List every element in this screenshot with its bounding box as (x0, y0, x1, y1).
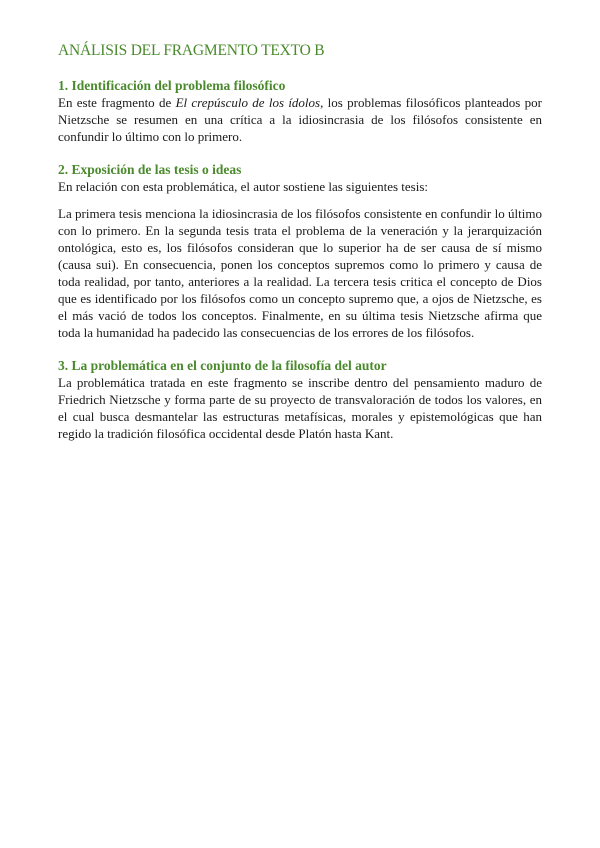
document-title: ANÁLISIS DEL FRAGMENTO TEXTO B (58, 42, 325, 59)
section-paragraph: La primera tesis menciona la idiosincrasia de los filósofos consistente en confundir lo último con lo primero. En la segunda tesis trata el problema de la veneración y la jerarquización ontológica, esto es, los filósofos consideran que lo superior ha de ser causa de sí mismo (causa sui). En consecuencia, ponen los conceptos supremos como lo primero y causa de toda realidad, por tanto, anteriores a la realidad. La tercera tesis critica el concepto de Dios que es identificado por los filósofos como un concepto supremo que, a ojos de Nietzsche, es el más vació de todos los conceptos. Finalmente, en su última tesis Nietzsche afirma que toda la humanidad ha padecido las consecuencias de los errores de los filósofos. (58, 206, 542, 340)
document-page (58, 41, 542, 442)
paragraph-text: En este fragmento de (58, 95, 176, 110)
paragraph-text: , los problemas filosóficos planteados por Nietzsche se resumen en una crítica a la idiosincrasia de los filósofos consistente en confundir lo último con lo primero. (58, 95, 542, 144)
section-heading: 2. Exposición de las tesis o ideas (58, 162, 242, 177)
section-heading: 1. Identificación del problema filosófico (58, 78, 286, 93)
section-identificacion (58, 77, 542, 145)
section-paragraph (58, 94, 542, 145)
book-title: El crepúsculo de los ídolos (175, 95, 321, 110)
section-exposicion (58, 161, 542, 341)
section-problematica (58, 357, 542, 442)
section-heading: 3. La problemática en el conjunto de la filosofía del autor (58, 358, 387, 373)
section-paragraph: La problemática tratada en este fragmento se inscribe dentro del pensamiento maduro de Friedrich Nietzsche y forma parte de su proyecto de transvaloración de todos los valores, en el cual busca desmantelar las estructuras metafísicas, morales y epistemológicas que han regido la tradición filosófica occidental desde Platón hasta Kant. (58, 375, 542, 441)
section-paragraph: En relación con esta problemática, el autor sostiene las siguientes tesis: (58, 179, 429, 194)
